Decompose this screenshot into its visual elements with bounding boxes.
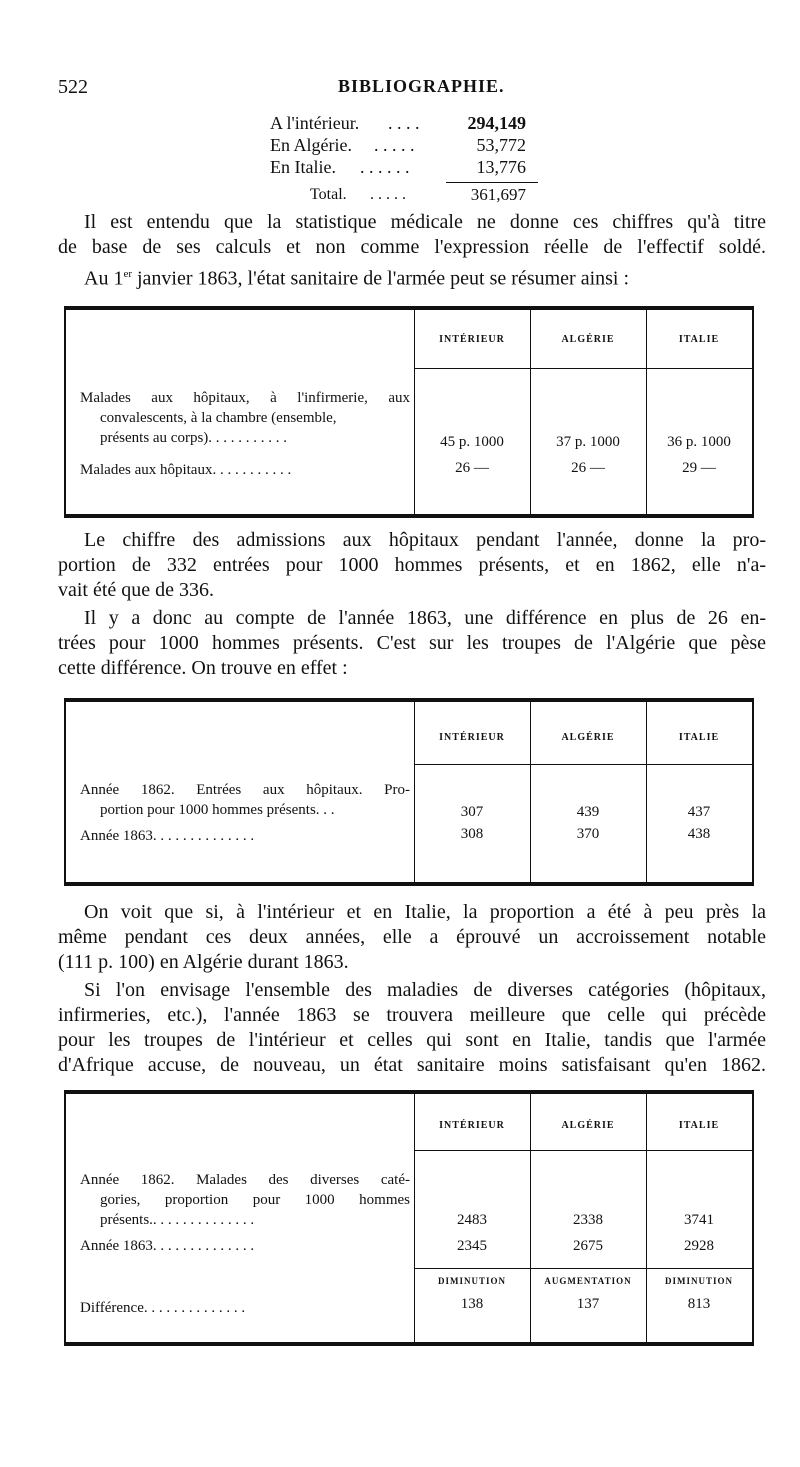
page-number: 522: [58, 76, 88, 98]
table-cell: 2928: [684, 1238, 714, 1254]
table-cell: 308: [460, 826, 484, 842]
table-cell: 37 p. 1000: [556, 434, 620, 450]
label-line: gories, proportion pour 1000 hommes: [100, 1192, 410, 1208]
paragraph-1: [58, 210, 766, 260]
totals-block: [270, 112, 540, 208]
totals-row-label: En Italie.: [270, 157, 336, 177]
totals-rule: [446, 182, 538, 183]
paragraph-line: infirmeries, etc.), l'année 1863 se trouvera meilleure que celle qui précède: [58, 1004, 766, 1026]
label-line: présents.. . . . . . . . . . . . . .: [100, 1212, 255, 1228]
totals-row-value: 294,149: [467, 113, 526, 133]
paragraph-line: [84, 262, 766, 292]
total-label: Total.: [310, 186, 347, 203]
paragraph-line: (111 p. 100) en Algérie durant 1863.: [58, 951, 349, 973]
paragraph-line: trées pour 1000 hommes présents. C'est sur les troupes de l'Algérie que pèse: [58, 632, 766, 654]
totals-row-label: A l'intérieur.: [270, 113, 360, 133]
totals-row-label: En Algérie.: [270, 135, 352, 155]
table-cell: 307: [460, 804, 484, 820]
table-header-rule: [414, 1150, 752, 1151]
table-cell: 2675: [573, 1238, 603, 1254]
label-line: Année 1862. Entrées aux hôpitaux. Pro-: [80, 782, 410, 798]
paragraph-line: pour les troupes de l'intérieur et celles qui sont en Italie, tandis que l'armée: [58, 1029, 766, 1051]
table-2: [64, 698, 754, 886]
paragraph-line: de base de ses calculs et non comme l'expression réelle de l'effectif soldé.: [58, 236, 766, 258]
table-divider: [414, 702, 415, 882]
table-cell: 26 —: [455, 460, 489, 476]
table-cell: 437: [687, 804, 711, 820]
label-line: présents au corps). . . . . . . . . . .: [100, 430, 288, 446]
paragraph-line: portion de 332 entrées pour 1000 hommes présents, et en 1862, elle n'a-: [58, 554, 766, 576]
para2-prefix: Au 1: [84, 267, 124, 290]
paragraph-2: [84, 262, 766, 292]
table-header-italie: ITALIE: [678, 334, 720, 345]
table-cell: 2483: [457, 1212, 487, 1228]
paragraph-line: Si l'on envisage l'ensemble des maladies de diverses catégories (hôpitaux,: [84, 979, 766, 1001]
diff-tag: AUGMENTATION: [544, 1276, 632, 1286]
paragraph-line: On voit que si, à l'intérieur et en Italie, la proportion a été à peu près la: [84, 901, 766, 923]
table-row-label: [80, 780, 410, 820]
label-line: convalescents, à la chambre (ensemble,: [100, 410, 337, 426]
table-cell: 439: [576, 804, 600, 820]
table-cell: 2338: [573, 1212, 603, 1228]
table-cell: 137: [576, 1296, 600, 1312]
table-header-interieur: INTÉRIEUR: [439, 732, 505, 743]
paragraph-line: Il y a donc au compte de l'année 1863, une différence en plus de 26 en-: [84, 607, 766, 629]
paragraph-line: cette différence. On trouve en effet :: [58, 657, 348, 679]
table-header-italie: ITALIE: [678, 1120, 720, 1131]
paragraph-5: [58, 900, 766, 975]
totals-row: [270, 156, 540, 178]
total-value: 361,697: [470, 185, 526, 204]
paragraph-6: [58, 978, 766, 1078]
table-row-label: Malades aux hôpitaux. . . . . . . . . . .: [80, 462, 292, 478]
table-row-label: [80, 1170, 410, 1230]
totals-row-dots: . . . . .: [374, 135, 415, 155]
para2-rest: janvier 1863, l'état sanitaire de l'armée peut se résumer ainsi :: [132, 267, 630, 290]
label-line: Malades aux hôpitaux, à l'infirmerie, aux: [80, 390, 410, 406]
table-cell: 370: [576, 826, 600, 842]
table-cell: 3741: [684, 1212, 714, 1228]
totals-row-value: 53,772: [476, 135, 526, 155]
table-cell: 2345: [457, 1238, 487, 1254]
table-cell: 438: [687, 826, 711, 842]
running-header: BIBLIOGRAPHIE.: [338, 76, 505, 96]
table-cell: 813: [687, 1296, 711, 1312]
table-header-rule: [414, 368, 752, 369]
table-cell: 138: [460, 1296, 484, 1312]
table-header-rule: [414, 764, 752, 765]
table-header-algerie: ALGÉRIE: [561, 1120, 615, 1131]
table-header-algerie: ALGÉRIE: [561, 732, 615, 743]
totals-row-value: 13,776: [476, 157, 526, 177]
table-divider: [646, 702, 647, 882]
totals-row-dots: . . . .: [388, 113, 420, 133]
paragraph-3: [58, 528, 766, 603]
paragraph-line: vait été que de 336.: [58, 579, 215, 601]
table-1: [64, 306, 754, 518]
total-dots: . . . . .: [370, 186, 406, 203]
label-line: Année 1862. Malades des diverses caté-: [80, 1172, 410, 1188]
table-cell: 26 —: [571, 460, 605, 476]
paragraph-4: [58, 606, 766, 681]
totals-row: [270, 112, 540, 134]
table-header-italie: ITALIE: [678, 732, 720, 743]
table-divider: [530, 702, 531, 882]
paragraph-line: Le chiffre des admissions aux hôpitaux pendant l'année, donne la pro-: [84, 529, 766, 551]
paragraph-line: Il est entendu que la statistique médicale ne donne ces chiffres qu'à titre: [84, 211, 766, 233]
table-header-interieur: INTÉRIEUR: [439, 334, 505, 345]
totals-row: [270, 134, 540, 156]
table-cell: 45 p. 1000: [440, 434, 504, 450]
table-row-label: Année 1863. . . . . . . . . . . . . .: [80, 1238, 255, 1254]
table-row-label: [80, 388, 410, 448]
totals-total: [270, 184, 540, 208]
table-row-label: Année 1863. . . . . . . . . . . . . .: [80, 828, 255, 844]
table-3: [64, 1090, 754, 1346]
table-cell: 29 —: [682, 460, 716, 476]
table-header-interieur: INTÉRIEUR: [439, 1120, 505, 1131]
para2-sup: er: [123, 268, 132, 280]
diff-tag: DIMINUTION: [437, 1276, 506, 1286]
table-diff-rule: [414, 1268, 752, 1269]
label-line: portion pour 1000 hommes présents. . .: [100, 802, 335, 818]
diff-tag: DIMINUTION: [664, 1276, 733, 1286]
paragraph-line: même pendant ces deux années, elle a éprouvé un accroissement notable: [58, 926, 766, 948]
totals-row-dots: . . . . . .: [360, 157, 410, 177]
table-row-label: Différence. . . . . . . . . . . . . .: [80, 1300, 246, 1316]
table-cell: 36 p. 1000: [667, 434, 731, 450]
paragraph-line: d'Afrique accuse, de nouveau, un état sanitaire moins satisfaisant qu'en 1862.: [58, 1054, 766, 1076]
table-header-algerie: ALGÉRIE: [561, 334, 615, 345]
